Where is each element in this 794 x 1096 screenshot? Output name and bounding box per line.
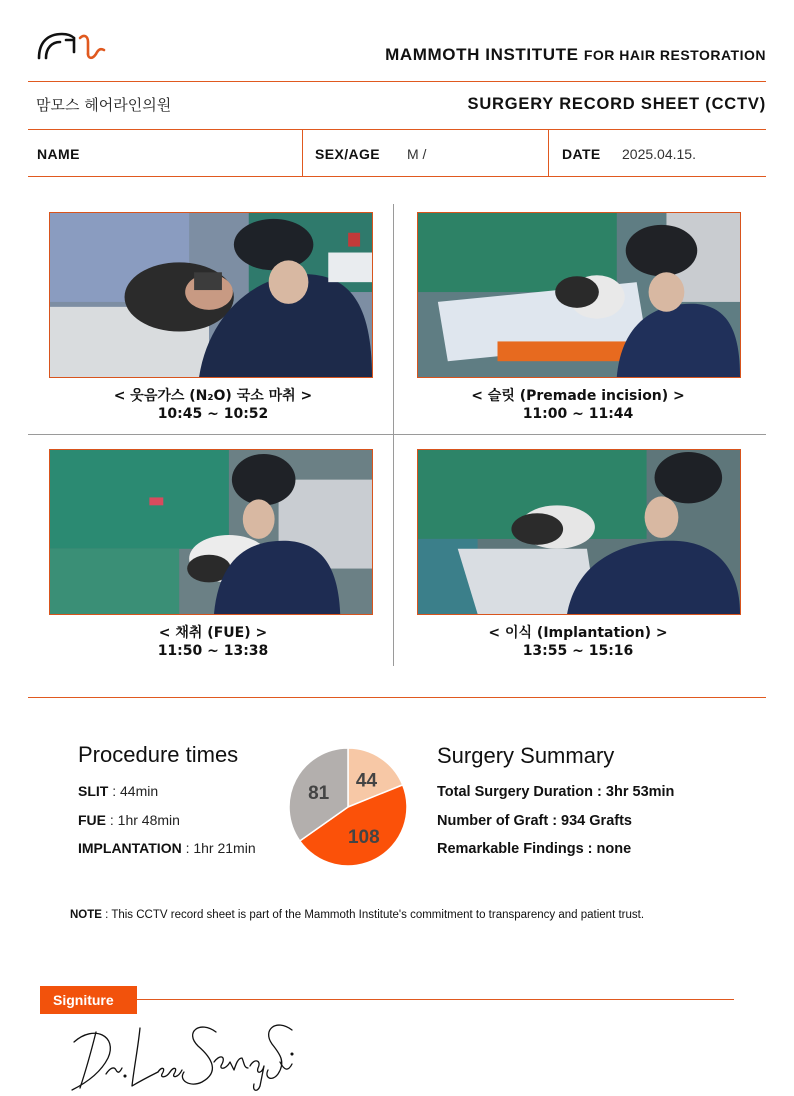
photo-time: 10:45 ~ 10:52 <box>157 406 269 422</box>
procedure-value: : 1hr 48min <box>106 812 180 828</box>
cctv-photo-fue <box>49 449 373 615</box>
procedure-row <box>78 840 256 856</box>
divider <box>28 176 766 177</box>
photo-time: 11:00 ~ 11:44 <box>522 406 634 422</box>
brand-sub: FOR HAIR RESTORATION <box>583 47 766 63</box>
photo-caption: < 슬릿 (Premade incision) > <box>471 388 685 404</box>
photo-caption-block <box>48 387 378 423</box>
summary-graft-count: Number of Graft : 934 Grafts <box>437 813 632 829</box>
summary-total-duration: Total Surgery Duration : 3hr 53min <box>437 784 675 800</box>
cctv-photo-anesthesia <box>49 212 373 378</box>
photo-caption-block <box>48 624 378 660</box>
procedure-value: : 1hr 21min <box>181 840 256 856</box>
divider <box>28 81 766 82</box>
divider <box>28 697 766 698</box>
brand-name <box>385 45 766 65</box>
procedure-row <box>78 812 180 828</box>
procedure-label: FUE <box>78 812 106 828</box>
procedure-row <box>78 783 158 799</box>
divider <box>302 129 303 176</box>
procedure-label: SLIT <box>78 783 109 799</box>
divider <box>28 129 766 130</box>
divider <box>548 129 549 176</box>
note-label: NOTE <box>70 909 102 921</box>
cctv-photo-slit <box>417 212 741 378</box>
note <box>70 909 644 921</box>
mammoth-logo-icon <box>36 28 108 62</box>
surgery-summary-title: Surgery Summary <box>437 743 615 768</box>
procedure-value: : 44min <box>108 783 159 799</box>
handwritten-signature <box>66 1018 296 1094</box>
procedure-pie-chart <box>287 746 409 868</box>
note-text: : This CCTV record sheet is part of the Mammoth Institute's commitment to transparency and patient trust. <box>101 909 645 921</box>
sexage-label: SEX/AGE <box>315 146 381 162</box>
photo-time: 13:55 ~ 15:16 <box>522 643 634 659</box>
brand-main: MAMMOTH INSTITUTE <box>385 45 579 64</box>
summary-findings: Remarkable Findings : none <box>437 841 632 857</box>
photo-time: 11:50 ~ 13:38 <box>157 643 269 659</box>
name-label: NAME <box>37 146 80 162</box>
date-value: 2025.04.15. <box>622 146 696 162</box>
grid-divider <box>393 204 394 666</box>
photo-caption-block <box>413 624 743 660</box>
pie-slice-label: 81 <box>308 782 330 804</box>
pie-slice-label: 108 <box>347 827 380 849</box>
signature-line <box>137 999 734 1000</box>
cctv-photo-implantation <box>417 449 741 615</box>
grid-divider <box>28 434 766 435</box>
pie-slice-label: 44 <box>355 770 378 792</box>
photo-caption: < 채취 (FUE) > <box>158 625 268 641</box>
photo-caption: < 웃음가스 (N₂O) 국소 마취 > <box>113 388 313 404</box>
procedure-times-title: Procedure times <box>78 742 239 767</box>
sexage-value: M / <box>407 146 427 162</box>
date-label: DATE <box>562 146 601 162</box>
photo-caption: < 이식 (Implantation) > <box>488 625 668 641</box>
sheet-title: SURGERY RECORD SHEET (CCTV) <box>467 95 766 113</box>
photo-caption-block <box>413 387 743 423</box>
procedure-label: IMPLANTATION <box>78 840 182 856</box>
signature-tag: Signiture <box>40 986 137 1014</box>
clinic-korean-name: 맘모스 헤어라인의원 <box>36 96 172 114</box>
